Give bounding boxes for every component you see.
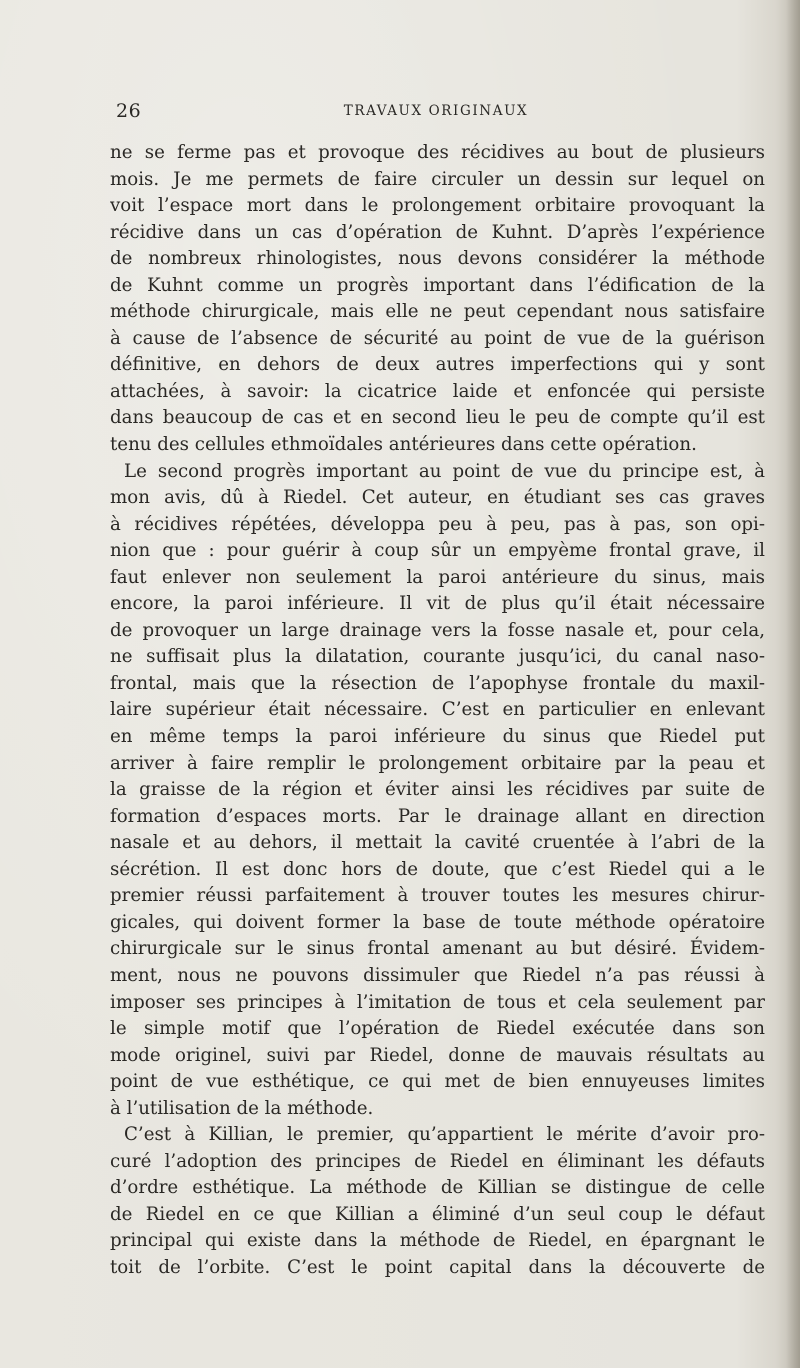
text-line: encore, la paroi inférieure. Il vit de plus qu’il était nécessaire	[110, 593, 765, 615]
text-line: point de vue esthétique, ce qui met de bien ennuyeuses limites	[110, 1071, 765, 1093]
body-text	[110, 140, 765, 1282]
text-line: de Riedel en ce que Killian a éliminé d’un seul coup le défaut	[110, 1203, 765, 1225]
text-line: gicales, qui doivent former la base de toute méthode opératoire	[110, 911, 765, 933]
text-line: frontal, mais que la résection de l’apophyse frontale du maxil-	[110, 672, 765, 694]
text-line: définitive, en dehors de deux autres imperfections qui y sont	[110, 354, 765, 376]
paragraph-first-line: Le second progrès important au point de vue du principe est, à	[124, 460, 765, 482]
text-line: nasale et au dehors, il mettait la cavité cruentée à l’abri de la	[110, 832, 765, 854]
text-line: principal qui existe dans la méthode de Riedel, en épargnant le	[110, 1230, 765, 1252]
text-line: toit de l’orbite. C’est le point capital dans la découverte de	[110, 1256, 765, 1278]
text-line: imposer ses principes à l’imitation de tous et cela seulement par	[110, 991, 765, 1013]
text-line: mois. Je me permets de faire circuler un dessin sur lequel on	[110, 168, 765, 190]
text-line: dans beaucoup de cas et en second lieu le peu de compte qu’il est	[110, 407, 765, 429]
text-line: premier réussi parfaitement à trouver toutes les mesures chirur-	[110, 885, 765, 907]
text-line: tenu des cellules ethmoïdales antérieures dans cette opération.	[110, 434, 697, 456]
text-line: ne suffisait plus la dilatation, courante jusqu’ici, du canal naso-	[110, 646, 765, 668]
text-line: en même temps la paroi inférieure du sinus que Riedel put	[110, 726, 765, 748]
text-line: voit l’espace mort dans le prolongement orbitaire provoquant la	[110, 195, 765, 217]
text-line: à cause de l’absence de sécurité au point de vue de la guérison	[110, 327, 765, 349]
text-line: faut enlever non seulement la paroi antérieure du sinus, mais	[110, 566, 765, 588]
text-line: à récidives répétées, développa peu à peu, pas à pas, son opi-	[110, 513, 765, 535]
text-line: sécrétion. Il est donc hors de doute, que c’est Riedel qui a le	[110, 858, 765, 880]
text-line: mon avis, dû à Riedel. Cet auteur, en étudiant ses cas graves	[110, 487, 765, 509]
text-line: ment, nous ne pouvons dissimuler que Riedel n’a pas réussi à	[110, 964, 765, 986]
text-line: arriver à faire remplir le prolongement orbitaire par la peau et	[110, 752, 765, 774]
text-line: nion que : pour guérir à coup sûr un empyème frontal grave, il	[110, 540, 765, 562]
text-line: la graisse de la région et éviter ainsi les récidives par suite de	[110, 779, 765, 801]
text-line: chirurgicale sur le sinus frontal amenant au but désiré. Évidem-	[110, 938, 765, 960]
page-edge-shadow	[786, 0, 800, 1368]
text-line: à l’utilisation de la méthode.	[110, 1097, 374, 1119]
text-line: le simple motif que l’opération de Riedel exécutée dans son	[110, 1018, 765, 1040]
page-number: 26	[116, 100, 142, 122]
text-line: de Kuhnt comme un progrès important dans l’édification de la	[110, 274, 765, 296]
text-line: de nombreux rhinologistes, nous devons considérer la méthode	[110, 248, 765, 270]
text-line: laire supérieur était nécessaire. C’est en particulier en enlevant	[110, 699, 765, 721]
text-line: formation d’espaces morts. Par le drainage allant en direction	[110, 805, 765, 827]
running-head	[116, 100, 756, 124]
text-line: de provoquer un large drainage vers la fosse nasale et, pour cela,	[110, 619, 765, 641]
paragraph-first-line: C’est à Killian, le premier, qu’appartient le mérite d’avoir pro-	[124, 1124, 765, 1146]
text-line: récidive dans un cas d’opération de Kuhnt. D’après l’expérience	[110, 221, 765, 243]
text-line: ne se ferme pas et provoque des récidives au bout de plusieurs	[110, 142, 765, 163]
text-line: d’ordre esthétique. La méthode de Killian se distingue de celle	[110, 1177, 765, 1199]
text-line: mode originel, suivi par Riedel, donne de mauvais résultats au	[110, 1044, 765, 1066]
text-line: curé l’adoption des principes de Riedel en éliminant les défauts	[110, 1150, 765, 1172]
text-line: attachées, à savoir: la cicatrice laide et enfoncée qui persiste	[110, 380, 765, 402]
text-line: méthode chirurgicale, mais elle ne peut cependant nous satisfaire	[110, 301, 765, 323]
running-title: TRAVAUX ORIGINAUX	[343, 103, 529, 119]
